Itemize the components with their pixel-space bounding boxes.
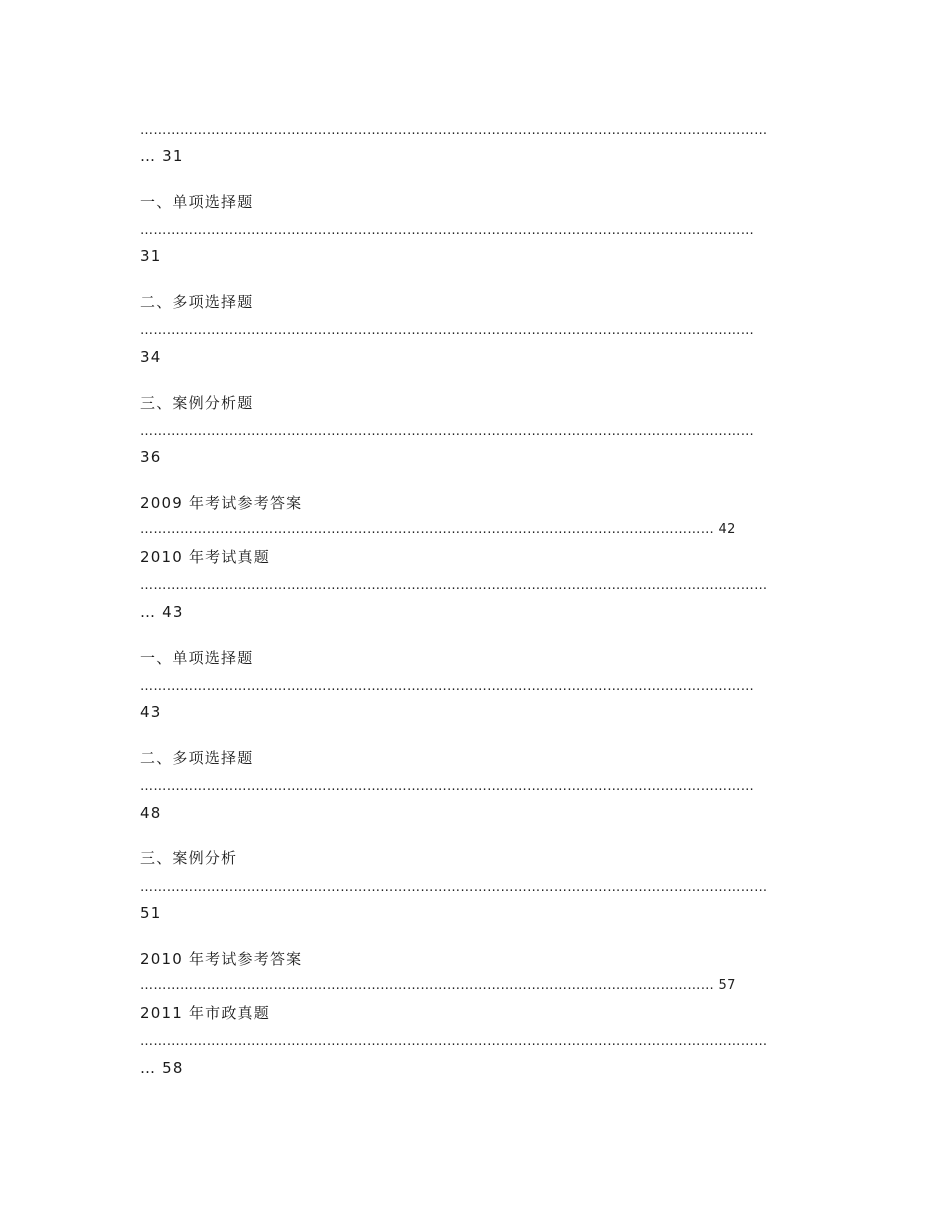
toc-leader-dots: …………………………………………………………………………………………………………………………… <box>140 578 768 593</box>
toc-page-number[interactable]: 34 <box>140 348 162 366</box>
toc-leader-dots: …………………………………………………………………………………………………………………………… <box>140 1034 768 1049</box>
toc-entry-title[interactable]: 2009 年考试参考答案 <box>140 494 303 512</box>
toc-leader-dots: …………………………………………………………………………………………………………………………… <box>140 123 768 138</box>
toc-page-number[interactable]: … 58 <box>140 1059 184 1077</box>
toc-page-number[interactable]: 51 <box>140 904 162 922</box>
toc-leader-dots: ………………………………………………………………………………………………………………………… <box>140 223 755 238</box>
toc-leader-dots-with-page[interactable]: ………………………………………………………………………………………………………………… 57 <box>140 978 736 993</box>
toc-leader-dots: ………………………………………………………………………………………………………………………… <box>140 323 755 338</box>
toc-leader-dots: ………………………………………………………………………………………………………………………… <box>140 779 755 794</box>
toc-entry-title[interactable]: 一、单项选择题 <box>140 193 254 211</box>
toc-leader-dots-with-page[interactable]: ………………………………………………………………………………………………………………… 42 <box>140 522 736 537</box>
toc-entry-title[interactable]: 二、多项选择题 <box>140 749 254 767</box>
toc-page-number[interactable]: … 31 <box>140 147 184 165</box>
toc-entry-title[interactable]: 三、案例分析 <box>140 849 238 867</box>
toc-entry-title[interactable]: 二、多项选择题 <box>140 293 254 311</box>
toc-entry-title[interactable]: 三、案例分析题 <box>140 394 254 412</box>
toc-entry-title[interactable]: 2010 年考试真题 <box>140 548 270 566</box>
toc-leader-dots: …………………………………………………………………………………………………………………………… <box>140 880 768 895</box>
toc-page-number[interactable]: 48 <box>140 804 162 822</box>
toc-leader-dots: ………………………………………………………………………………………………………………………… <box>140 679 755 694</box>
toc-page-number[interactable]: 43 <box>140 703 162 721</box>
toc-entry-title[interactable]: 一、单项选择题 <box>140 649 254 667</box>
toc-entry-title[interactable]: 2011 年市政真题 <box>140 1004 270 1022</box>
toc-page-number[interactable]: 36 <box>140 448 162 466</box>
toc-page-number[interactable]: 31 <box>140 247 162 265</box>
toc-page-number[interactable]: … 43 <box>140 603 184 621</box>
toc-leader-dots: ………………………………………………………………………………………………………………………… <box>140 424 755 439</box>
toc-entry-title[interactable]: 2010 年考试参考答案 <box>140 950 303 968</box>
